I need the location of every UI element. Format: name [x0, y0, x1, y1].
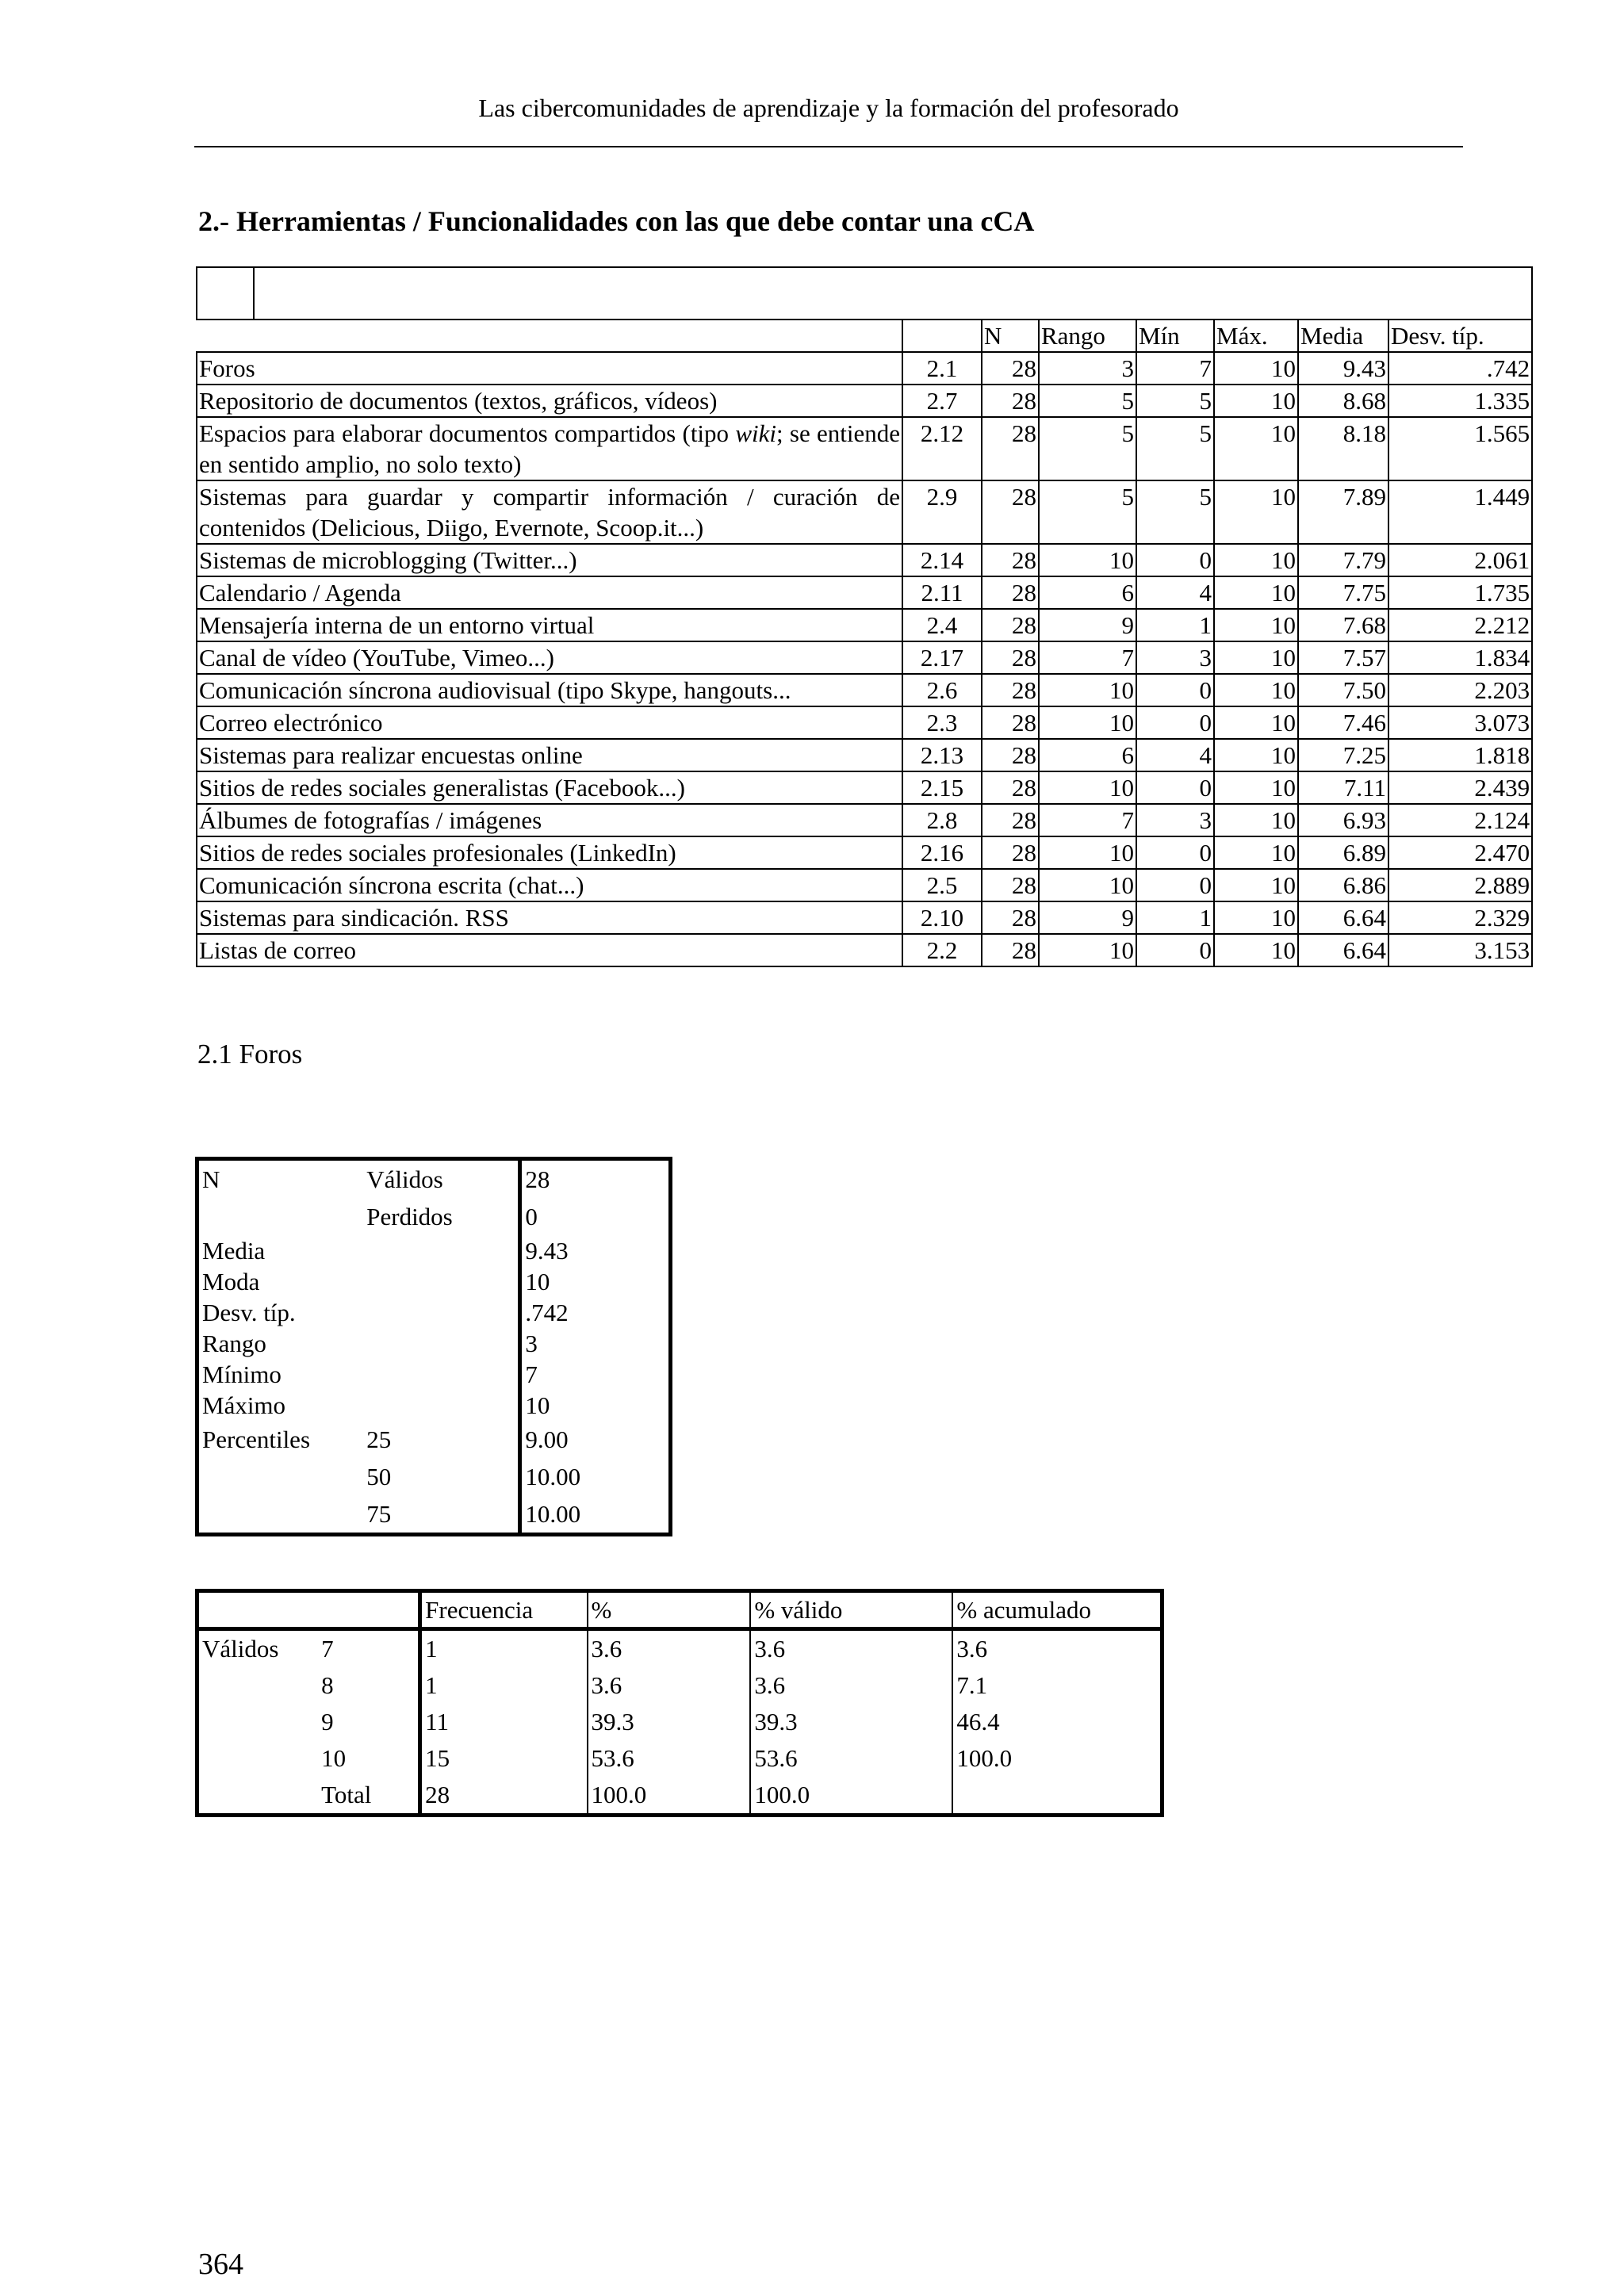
row-min: 5	[1136, 480, 1214, 544]
row-label: Sistemas de microblogging (Twitter...)	[197, 544, 902, 576]
row-desv: 1.834	[1388, 641, 1532, 674]
freq-value: 8	[321, 1671, 334, 1699]
freq-valid-pct: 3.6	[750, 1629, 952, 1668]
table-row	[197, 641, 1532, 674]
frequency-row	[197, 1667, 1162, 1704]
freq-frecuencia: 28	[420, 1777, 588, 1816]
frequency-table	[195, 1589, 1164, 1817]
row-media: 6.86	[1298, 869, 1388, 901]
stats-value: 10.00	[520, 1495, 671, 1535]
row-media: 6.89	[1298, 836, 1388, 869]
header-code-cell	[902, 320, 982, 352]
stats-value: 0	[520, 1198, 671, 1235]
table-row	[197, 417, 1532, 480]
stats-value: 9.00	[520, 1421, 671, 1458]
row-desv: 1.818	[1388, 739, 1532, 771]
table-row	[197, 869, 1532, 901]
row-item-code: 2.10	[902, 901, 982, 934]
stats-label: Desv. típ.	[202, 1299, 296, 1326]
row-min: 0	[1136, 674, 1214, 706]
row-item-code: 2.12	[902, 417, 982, 480]
row-media: 7.25	[1298, 739, 1388, 771]
freq-valid-pct: 100.0	[750, 1777, 952, 1816]
row-desv: 2.889	[1388, 869, 1532, 901]
row-max: 10	[1214, 417, 1298, 480]
row-min: 1	[1136, 609, 1214, 641]
table-row	[197, 480, 1532, 544]
table-row	[197, 352, 1532, 385]
stats-label: Moda	[202, 1268, 260, 1295]
stats-label: Percentiles	[202, 1425, 311, 1453]
row-rango: 10	[1039, 706, 1136, 739]
stats-label	[197, 1198, 364, 1235]
stats-value: 9.43	[520, 1235, 671, 1266]
row-label: Correo electrónico	[197, 706, 902, 739]
row-media: 7.11	[1298, 771, 1388, 804]
stats-row	[197, 1458, 671, 1495]
row-n: 28	[982, 544, 1039, 576]
row-media: 7.68	[1298, 609, 1388, 641]
frequency-header-row	[197, 1591, 1162, 1629]
row-item-code: 2.8	[902, 804, 982, 836]
row-min: 4	[1136, 739, 1214, 771]
row-min: 7	[1136, 352, 1214, 385]
row-item-code: 2.4	[902, 609, 982, 641]
row-desv: 1.449	[1388, 480, 1532, 544]
stats-label: N	[202, 1165, 220, 1193]
stats-value: 10.00	[520, 1458, 671, 1495]
stats-value: 28	[520, 1159, 671, 1199]
row-max: 10	[1214, 480, 1298, 544]
table-row	[197, 674, 1532, 706]
row-min: 3	[1136, 641, 1214, 674]
row-media: 7.89	[1298, 480, 1388, 544]
row-label-part: Espacios para elaborar documentos compartidos (tipo	[199, 419, 736, 447]
top-box-left-cell	[197, 267, 902, 320]
freq-group	[197, 1667, 319, 1704]
row-label-emphasis: wiki	[735, 419, 776, 447]
stats-sublabel	[363, 1328, 520, 1359]
row-item-code: 2.7	[902, 385, 982, 417]
freq-pct: 39.3	[588, 1704, 751, 1740]
table-row	[197, 544, 1532, 576]
row-label: Repositorio de documentos (textos, gráficos, vídeos)	[197, 385, 902, 417]
row-desv: 2.212	[1388, 609, 1532, 641]
row-max: 10	[1214, 804, 1298, 836]
row-min: 3	[1136, 804, 1214, 836]
row-n: 28	[982, 739, 1039, 771]
row-rango: 10	[1039, 771, 1136, 804]
row-media: 7.75	[1298, 576, 1388, 609]
row-item-code: 2.17	[902, 641, 982, 674]
row-min: 0	[1136, 706, 1214, 739]
stats-value: 10	[520, 1390, 671, 1421]
row-rango: 3	[1039, 352, 1136, 385]
header-media: Media	[1298, 320, 1388, 352]
row-max: 10	[1214, 674, 1298, 706]
table-header-row	[197, 320, 1532, 352]
row-max: 10	[1214, 934, 1298, 966]
row-rango: 9	[1039, 609, 1136, 641]
freq-group: Válidos	[202, 1635, 279, 1663]
freq-valid-pct: 53.6	[750, 1740, 952, 1777]
row-max: 10	[1214, 385, 1298, 417]
freq-frecuencia: 1	[420, 1667, 588, 1704]
stats-row	[197, 1495, 671, 1535]
row-desv: 1.565	[1388, 417, 1532, 480]
row-label: Sitios de redes sociales generalistas (Facebook...)	[197, 771, 902, 804]
freq-cum-pct: 100.0	[952, 1740, 1162, 1777]
row-item-code: 2.5	[902, 869, 982, 901]
running-header: Las cibercomunidades de aprendizaje y la formación del profesorado	[478, 94, 1179, 122]
freq-header-valid: % válido	[750, 1591, 952, 1629]
header-min: Mín	[1136, 320, 1214, 352]
row-desv: .742	[1388, 352, 1532, 385]
row-item-code: 2.14	[902, 544, 982, 576]
row-label: Sistemas para guardar y compartir información / curación de contenidos (Delicious, Diigo, Evernote, Scoop.it...)	[197, 480, 902, 544]
page-number: 364	[198, 2248, 243, 2281]
row-item-code: 2.2	[902, 934, 982, 966]
row-rango: 10	[1039, 674, 1136, 706]
row-max: 10	[1214, 901, 1298, 934]
stats-row	[197, 1359, 671, 1390]
freq-header-frecuencia: Frecuencia	[420, 1591, 588, 1629]
freq-cum-pct: 7.1	[952, 1667, 1162, 1704]
row-n: 28	[982, 674, 1039, 706]
row-max: 10	[1214, 609, 1298, 641]
row-rango: 6	[1039, 739, 1136, 771]
row-label: Sitios de redes sociales profesionales (LinkedIn)	[197, 836, 902, 869]
row-label: Sistemas para sindicación. RSS	[197, 901, 902, 934]
stats-label: Media	[202, 1237, 266, 1265]
row-media: 8.18	[1298, 417, 1388, 480]
freq-frecuencia: 11	[420, 1704, 588, 1740]
stats-label: Mínimo	[202, 1360, 282, 1388]
row-label: Sistemas para realizar encuestas online	[197, 739, 902, 771]
header-rango: Rango	[1039, 320, 1136, 352]
row-min: 5	[1136, 417, 1214, 480]
row-label: Comunicación síncrona audiovisual (tipo Skype, hangouts...	[197, 674, 902, 706]
row-item-code: 2.9	[902, 480, 982, 544]
row-rango: 9	[1039, 901, 1136, 934]
row-max: 10	[1214, 869, 1298, 901]
row-media: 6.93	[1298, 804, 1388, 836]
header-rule	[194, 146, 1463, 147]
row-label-part: ; se entiende en sentido amplio, no solo texto)	[199, 419, 900, 478]
freq-pct: 3.6	[588, 1629, 751, 1668]
freq-value: Total	[321, 1781, 372, 1808]
freq-valid-pct: 3.6	[750, 1667, 952, 1704]
row-max: 10	[1214, 576, 1298, 609]
row-media: 6.64	[1298, 901, 1388, 934]
stats-sublabel	[363, 1235, 520, 1266]
frequency-row	[197, 1740, 1162, 1777]
freq-header-value	[318, 1591, 420, 1629]
stats-label	[197, 1495, 364, 1535]
stats-sublabel: Perdidos	[366, 1203, 453, 1230]
row-label: Mensajería interna de un entorno virtual	[197, 609, 902, 641]
row-item-code: 2.1	[902, 352, 982, 385]
row-item-code: 2.13	[902, 739, 982, 771]
stats-value: 3	[520, 1328, 671, 1359]
row-min: 1	[1136, 901, 1214, 934]
row-desv: 1.735	[1388, 576, 1532, 609]
row-rango: 10	[1039, 934, 1136, 966]
row-rango: 10	[1039, 836, 1136, 869]
row-n: 28	[982, 836, 1039, 869]
row-media: 6.64	[1298, 934, 1388, 966]
row-label: Listas de correo	[197, 934, 902, 966]
frequency-row	[197, 1629, 1162, 1668]
subsection-title: 2.1 Foros	[197, 1039, 303, 1070]
row-item-code: 2.3	[902, 706, 982, 739]
frequency-row	[197, 1777, 1162, 1816]
freq-frecuencia: 15	[420, 1740, 588, 1777]
row-desv: 2.329	[1388, 901, 1532, 934]
table-top-box-row	[197, 267, 1532, 320]
stats-sublabel	[363, 1297, 520, 1328]
freq-cum-pct	[952, 1777, 1162, 1816]
stats-value: 10	[520, 1266, 671, 1297]
row-rango: 7	[1039, 804, 1136, 836]
stats-value: 7	[520, 1359, 671, 1390]
header-max: Máx.	[1214, 320, 1298, 352]
freq-pct: 53.6	[588, 1740, 751, 1777]
row-min: 0	[1136, 544, 1214, 576]
row-n: 28	[982, 641, 1039, 674]
row-item-code: 2.6	[902, 674, 982, 706]
row-desv: 2.439	[1388, 771, 1532, 804]
row-min: 4	[1136, 576, 1214, 609]
stats-sublabel: Válidos	[366, 1165, 443, 1193]
row-desv: 3.153	[1388, 934, 1532, 966]
stats-row	[197, 1159, 671, 1199]
row-min: 0	[1136, 836, 1214, 869]
row-n: 28	[982, 417, 1039, 480]
freq-value: 7	[321, 1635, 334, 1663]
row-n: 28	[982, 609, 1039, 641]
stats-row	[197, 1198, 671, 1235]
stats-value: .742	[520, 1297, 671, 1328]
stats-label: Rango	[202, 1330, 266, 1357]
row-media: 7.79	[1298, 544, 1388, 576]
header-n: N	[982, 320, 1039, 352]
row-max: 10	[1214, 739, 1298, 771]
row-max: 10	[1214, 641, 1298, 674]
row-media: 7.57	[1298, 641, 1388, 674]
row-media: 7.50	[1298, 674, 1388, 706]
section-title: 2.- Herramientas / Funcionalidades con las que debe contar una cCA	[198, 205, 1035, 237]
tools-ranking-table	[196, 266, 1531, 967]
row-n: 28	[982, 385, 1039, 417]
freq-valid-pct: 39.3	[750, 1704, 952, 1740]
row-label: Comunicación síncrona escrita (chat...)	[197, 869, 902, 901]
row-n: 28	[982, 869, 1039, 901]
row-n: 28	[982, 352, 1039, 385]
freq-pct: 3.6	[588, 1667, 751, 1704]
row-label	[197, 417, 902, 480]
row-min: 0	[1136, 771, 1214, 804]
row-rango: 5	[1039, 480, 1136, 544]
row-rango: 5	[1039, 417, 1136, 480]
row-n: 28	[982, 934, 1039, 966]
row-desv: 3.073	[1388, 706, 1532, 739]
freq-cum-pct: 3.6	[952, 1629, 1162, 1668]
stats-sublabel	[363, 1390, 520, 1421]
freq-cum-pct: 46.4	[952, 1704, 1162, 1740]
row-max: 10	[1214, 836, 1298, 869]
row-desv: 2.124	[1388, 804, 1532, 836]
stats-label	[197, 1458, 364, 1495]
row-desv: 2.061	[1388, 544, 1532, 576]
row-rango: 7	[1039, 641, 1136, 674]
row-n: 28	[982, 576, 1039, 609]
table-row	[197, 934, 1532, 966]
row-max: 10	[1214, 544, 1298, 576]
row-n: 28	[982, 804, 1039, 836]
freq-pct: 100.0	[588, 1777, 751, 1816]
stats-row	[197, 1421, 671, 1458]
stats-row	[197, 1266, 671, 1297]
freq-header-pct: %	[588, 1591, 751, 1629]
header-label-cell	[197, 320, 902, 352]
stats-sublabel	[363, 1266, 520, 1297]
row-desv: 2.203	[1388, 674, 1532, 706]
freq-header-cum: % acumulado	[952, 1591, 1162, 1629]
table-row	[197, 609, 1532, 641]
row-rango: 5	[1039, 385, 1136, 417]
table-row	[197, 901, 1532, 934]
freq-header-group	[197, 1591, 319, 1629]
row-label: Foros	[197, 352, 902, 385]
row-label: Calendario / Agenda	[197, 576, 902, 609]
row-item-code: 2.11	[902, 576, 982, 609]
stats-sublabel: 75	[366, 1500, 392, 1528]
row-rango: 10	[1039, 869, 1136, 901]
stats-sublabel: 25	[366, 1425, 392, 1453]
row-max: 10	[1214, 352, 1298, 385]
row-label: Álbumes de fotografías / imágenes	[197, 804, 902, 836]
table-row	[197, 576, 1532, 609]
descriptive-stats-table	[195, 1157, 672, 1536]
freq-value: 10	[321, 1744, 347, 1772]
freq-group	[197, 1777, 319, 1816]
stats-label: Máximo	[202, 1391, 286, 1419]
row-rango: 6	[1039, 576, 1136, 609]
stats-row	[197, 1235, 671, 1266]
row-media: 9.43	[1298, 352, 1388, 385]
freq-group	[197, 1704, 319, 1740]
freq-value: 9	[321, 1708, 334, 1735]
row-min: 0	[1136, 869, 1214, 901]
stats-row	[197, 1390, 671, 1421]
stats-sublabel	[363, 1359, 520, 1390]
row-desv: 1.335	[1388, 385, 1532, 417]
table-row	[197, 739, 1532, 771]
row-media: 8.68	[1298, 385, 1388, 417]
row-max: 10	[1214, 771, 1298, 804]
row-min: 0	[1136, 934, 1214, 966]
row-item-code: 2.15	[902, 771, 982, 804]
stats-row	[197, 1328, 671, 1359]
row-item-code: 2.16	[902, 836, 982, 869]
row-media: 7.46	[1298, 706, 1388, 739]
row-max: 10	[1214, 706, 1298, 739]
frequency-row	[197, 1704, 1162, 1740]
stats-row	[197, 1297, 671, 1328]
stats-sublabel: 50	[366, 1463, 392, 1490]
row-min: 5	[1136, 385, 1214, 417]
row-n: 28	[982, 901, 1039, 934]
row-n: 28	[982, 706, 1039, 739]
header-desv: Desv. típ.	[1388, 320, 1532, 352]
table-row	[197, 706, 1532, 739]
freq-group	[197, 1740, 319, 1777]
row-rango: 10	[1039, 544, 1136, 576]
table-row	[197, 836, 1532, 869]
table-row	[197, 771, 1532, 804]
row-label: Canal de vídeo (YouTube, Vimeo...)	[197, 641, 902, 674]
row-desv: 2.470	[1388, 836, 1532, 869]
table-row	[197, 804, 1532, 836]
row-n: 28	[982, 771, 1039, 804]
top-box-right-cell	[902, 267, 1532, 320]
freq-frecuencia: 1	[420, 1629, 588, 1668]
row-n: 28	[982, 480, 1039, 544]
table-row	[197, 385, 1532, 417]
